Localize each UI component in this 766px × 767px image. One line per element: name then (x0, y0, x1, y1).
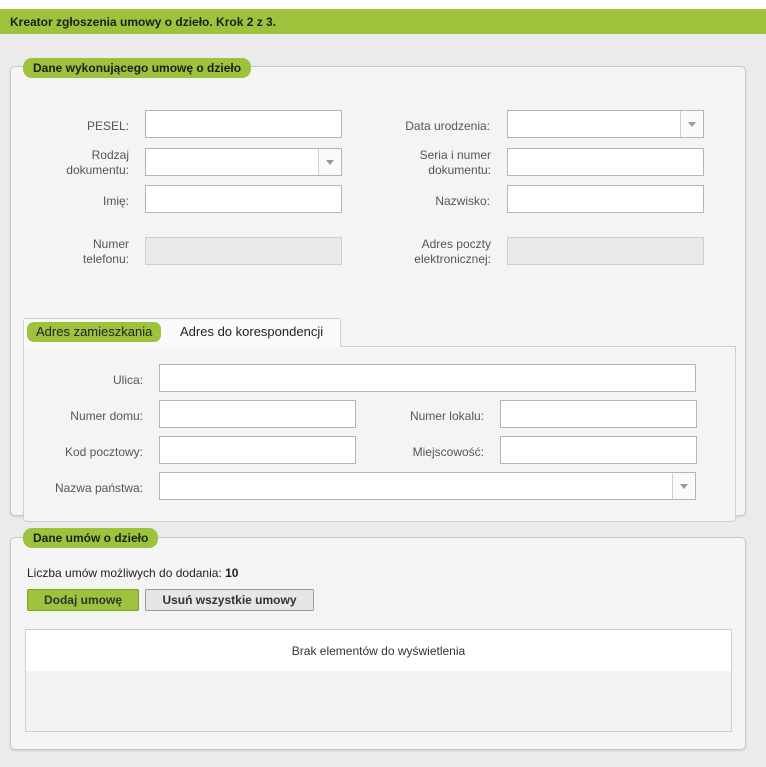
contracts-count-label: Liczba umów możliwych do dodania: (27, 566, 222, 580)
country-label: Nazwa państwa: (54, 481, 143, 495)
last-name-label: Nazwisko: (435, 194, 490, 208)
house-no-label: Numer domu: (70, 409, 143, 423)
contractor-legend: Dane wykonującego umowę o dzieło (23, 58, 251, 78)
country-select[interactable] (159, 472, 696, 500)
apt-no-label: Numer lokalu: (409, 409, 484, 423)
contracts-panel (10, 531, 746, 750)
add-contract-button[interactable]: Dodaj umowę (27, 589, 139, 611)
pesel-label: PESEL: (86, 119, 129, 133)
tab-correspondence-address[interactable]: Adres do korespondencji (180, 324, 324, 339)
contractor-panel (10, 61, 746, 516)
postal-code-input[interactable] (159, 436, 356, 464)
email-label: Adres poczty elektronicznej: (414, 237, 491, 266)
chevron-down-icon[interactable] (680, 111, 703, 137)
street-input[interactable] (159, 364, 696, 392)
first-name-input[interactable] (145, 185, 342, 213)
address-tabs (23, 318, 736, 521)
contracts-count (27, 566, 238, 580)
page-title: Kreator zgłoszenia umowy o dzieło. Krok 2 z 3. (10, 15, 277, 29)
doc-number-input[interactable] (507, 148, 704, 176)
phone-label: Numer telefonu: (82, 237, 129, 266)
empty-grid-message: Brak elementów do wyświetlenia (26, 630, 731, 671)
last-name-input[interactable] (507, 185, 704, 213)
street-label: Ulica: (112, 373, 143, 387)
header-bar (0, 0, 766, 34)
apt-no-input[interactable] (500, 400, 697, 428)
city-label: Miejscowość: (412, 445, 484, 459)
pesel-input[interactable] (145, 110, 342, 138)
email-input (507, 237, 704, 265)
birth-date-label: Data urodzenia: (405, 119, 490, 133)
chevron-down-icon[interactable] (672, 473, 695, 499)
address-tabstrip (23, 318, 341, 347)
tab-residence-address[interactable]: Adres zamieszkania (27, 322, 161, 342)
first-name-label: Imię: (102, 194, 129, 208)
contracts-legend: Dane umów o dzieło (23, 528, 158, 548)
remove-all-contracts-button[interactable]: Usuń wszystkie umowy (145, 589, 314, 611)
phone-input (145, 237, 342, 265)
address-tab-content (23, 346, 736, 522)
doc-type-select[interactable] (145, 148, 342, 176)
contracts-grid (25, 629, 732, 732)
birth-date-select[interactable] (507, 110, 704, 138)
doc-type-label: Rodzaj dokumentu: (66, 148, 129, 177)
house-no-input[interactable] (159, 400, 356, 428)
chevron-down-icon[interactable] (318, 149, 341, 175)
contracts-count-value: 10 (225, 566, 239, 580)
doc-number-label: Seria i numer dokumentu: (419, 148, 491, 177)
postal-code-label: Kod pocztowy: (64, 445, 143, 459)
city-input[interactable] (500, 436, 697, 464)
